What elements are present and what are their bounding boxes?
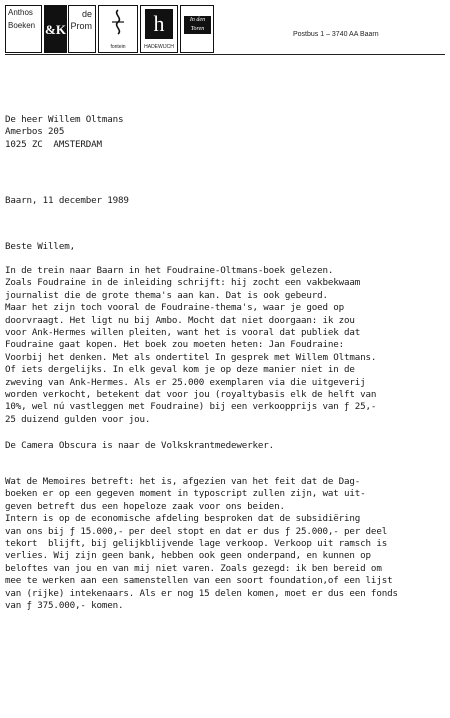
postbus-address: Postbus 1 – 3740 AA Baarn — [293, 31, 379, 38]
text-line: mee te werken aan een samenstellen van een soort foundation,of een lijst — [5, 575, 393, 587]
fontein-label: fontein — [110, 44, 126, 50]
text-line: In de trein naar Baarn in het Foudraine-Oltmans-boek gelezen. — [5, 265, 334, 276]
text-line: voor Ank-Hermes willen pleiten, want het is vooral dat publiek dat — [5, 327, 361, 339]
text-line: Foudraine gaat kopen. Het boek zou moeten heten: Jan Foudraine: — [5, 339, 345, 351]
letter-date: Baarn, 11 december 1989 — [5, 195, 129, 206]
text-line: van (rijke) intekenaars. Als er nog 15 delen komen, moet er dus een fonds — [5, 587, 398, 599]
address-line: 1025 ZC AMSTERDAM — [5, 138, 102, 150]
text-line: journalist die de grote thema's aan kan. Dat is ook gebeurd. — [5, 289, 328, 301]
text-line: Intern is op de economische afdeling besproken dat de subsidiëring — [5, 513, 361, 525]
text-line: van ƒ 375.000,- komen. — [5, 600, 124, 612]
text-line: beloftes van jou en van mij niet varen. Zoals gezegd: ik ben bereid om — [5, 562, 382, 574]
de-prom-logo — [68, 5, 96, 53]
anthos-line1: Anthos — [8, 8, 33, 17]
fontein-icon — [99, 6, 137, 40]
paragraph-3 — [5, 476, 398, 612]
text-line: van ons bij ƒ 15.000,- per deel stopt en dat er dus ƒ 25.000,- per deel — [5, 525, 388, 537]
text-line: Voorbij het denken. Met als ondertitel In gesprek met Willem Oltmans. — [5, 351, 377, 363]
text-line: doorvraagt. Het ligt nu bij Ambo. Mocht dat niet doorgaan: ik zou — [5, 314, 355, 326]
text-line: worden verkocht, betekent dat voor jou (royaltybasis elk de helft van — [5, 389, 377, 401]
text-line: boeken er op een gegeven moment in typoscript zullen zijn, wat uit- — [5, 488, 366, 500]
prom-line2: Prom — [70, 21, 92, 31]
address-line: Amerbos 205 — [5, 126, 65, 138]
in-den-toren-logo — [180, 5, 214, 53]
fontein-logo — [98, 5, 138, 53]
letterhead-divider — [5, 54, 445, 55]
salutation: Beste Willem, — [5, 241, 75, 252]
bk-logo: &K — [44, 5, 67, 53]
inden-line2: Toren — [190, 26, 205, 32]
recipient-address — [5, 114, 123, 151]
text-line: 25 duizend gulden voor jou. — [5, 413, 151, 425]
paragraph-2 — [5, 440, 274, 452]
hadewijch-emblem-icon: h — [145, 9, 173, 39]
address-line: De heer Willem Oltmans — [5, 114, 124, 125]
prom-line1: de — [81, 9, 92, 19]
inden-line1: In den — [189, 17, 206, 23]
hadewijch-label: HADEWIJCH — [144, 44, 174, 50]
text-line: Zoals Foudraine in de inleiding schrijft: hij zocht een vakbekwaam — [5, 277, 361, 289]
anthos-boeken-logo — [5, 5, 42, 53]
text-line: Wat de Memoires betreft: het is, afgezien van het feit dat de Dag- — [5, 476, 361, 487]
paragraph-1 — [5, 265, 376, 426]
anthos-line2: Boeken — [8, 21, 36, 30]
text-line: zweving van Ank-Hermes. Als er 25.000 exemplaren via die uitgeverij — [5, 376, 366, 388]
text-line: Maar het zijn toch vooral de Foudraine-thema's, waar je goed op — [5, 302, 345, 314]
letterhead — [5, 5, 445, 55]
hadewijch-logo — [140, 5, 178, 53]
text-line: verlies. Wij zijn geen bank, hebben ook geen onderpand, en kunnen op — [5, 550, 371, 562]
text-line: De Camera Obscura is naar de Volkskrantmedewerker. — [5, 440, 275, 451]
text-line: tekort blijft, bij gelijkblijvende lage verkoop. Verkoop uit ramsch is — [5, 538, 388, 550]
text-line: geven betreft dus een hopeloze zaak voor ons beiden. — [5, 500, 285, 512]
text-line: 10%, wel nú vastleggen met Foudraine) bij een verkoopprijs van ƒ 25,- — [5, 401, 377, 413]
text-line: Of iets dergelijks. In elk geval kom je op deze manier niet in de — [5, 364, 355, 376]
